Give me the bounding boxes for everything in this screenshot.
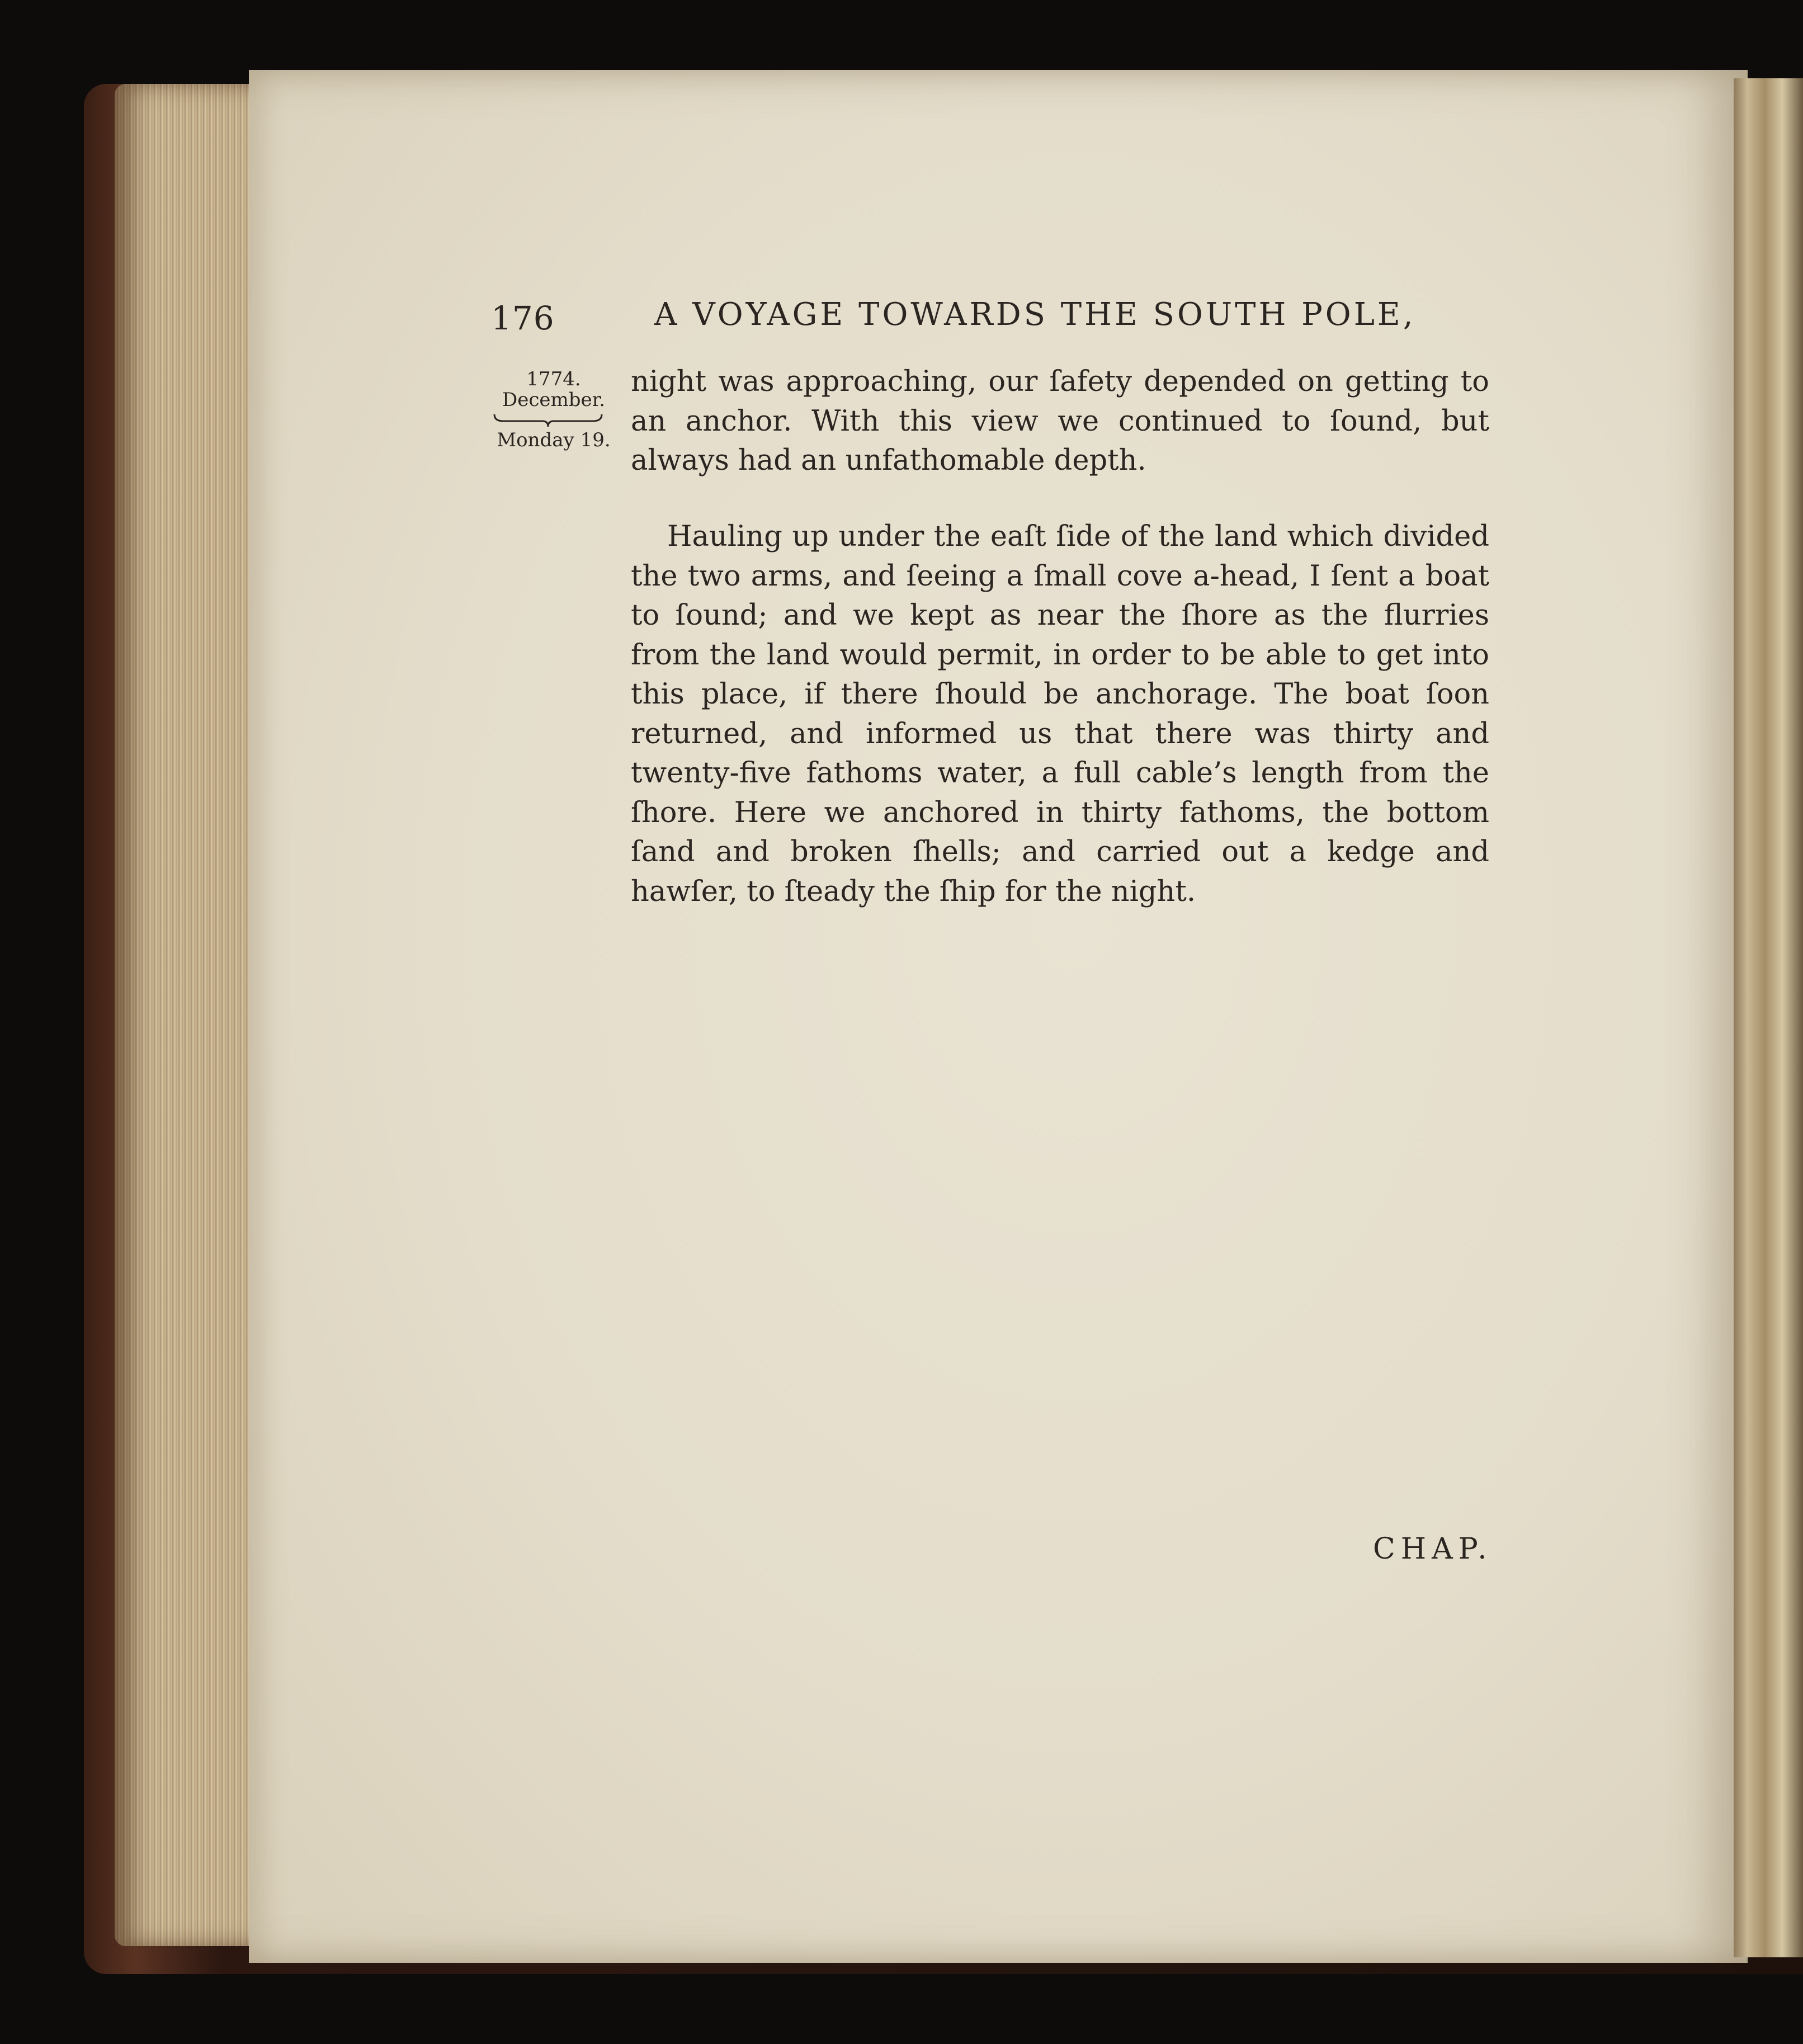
book-page — [249, 70, 1748, 1963]
page-edges — [115, 84, 260, 1946]
margin-day: Monday 19. — [497, 428, 611, 451]
page-number: 176 — [491, 299, 555, 337]
margin-year: 1774. — [526, 368, 581, 390]
catchword: CHAP. — [1373, 1532, 1493, 1566]
body-paragraph: Hauling up under the eaſt ſide of the land which divided the two arms, and ſeeing a ſmall cove a-head, I ſent a boat to ſound; and we kept as near the ſhore as the flurries from the land would permit, in order to be able to get into this place, if there ſhould be anchorage. The boat ſoon returned, and informed us that there was thirty and twenty-five fathoms water, a full cable’s length from the ſhore. Here we anchored in thirty fathoms, the bottom ſand and broken ſhells; and carried out a kedge and hawſer, to ſteady the ſhip for the night. — [631, 520, 1489, 908]
margin-month: December. — [502, 389, 605, 412]
facing-page-edge — [1734, 78, 1803, 1957]
margin-note — [492, 369, 615, 451]
body-paragraph: night was approaching, our ſafety depended on getting to an anchor. With this view we continued to ſound, but always had an unfathomable depth. — [631, 365, 1489, 477]
running-head: A VOYAGE TOWARDS THE SOUTH POLE, — [654, 296, 1416, 333]
brace-icon — [492, 412, 604, 429]
